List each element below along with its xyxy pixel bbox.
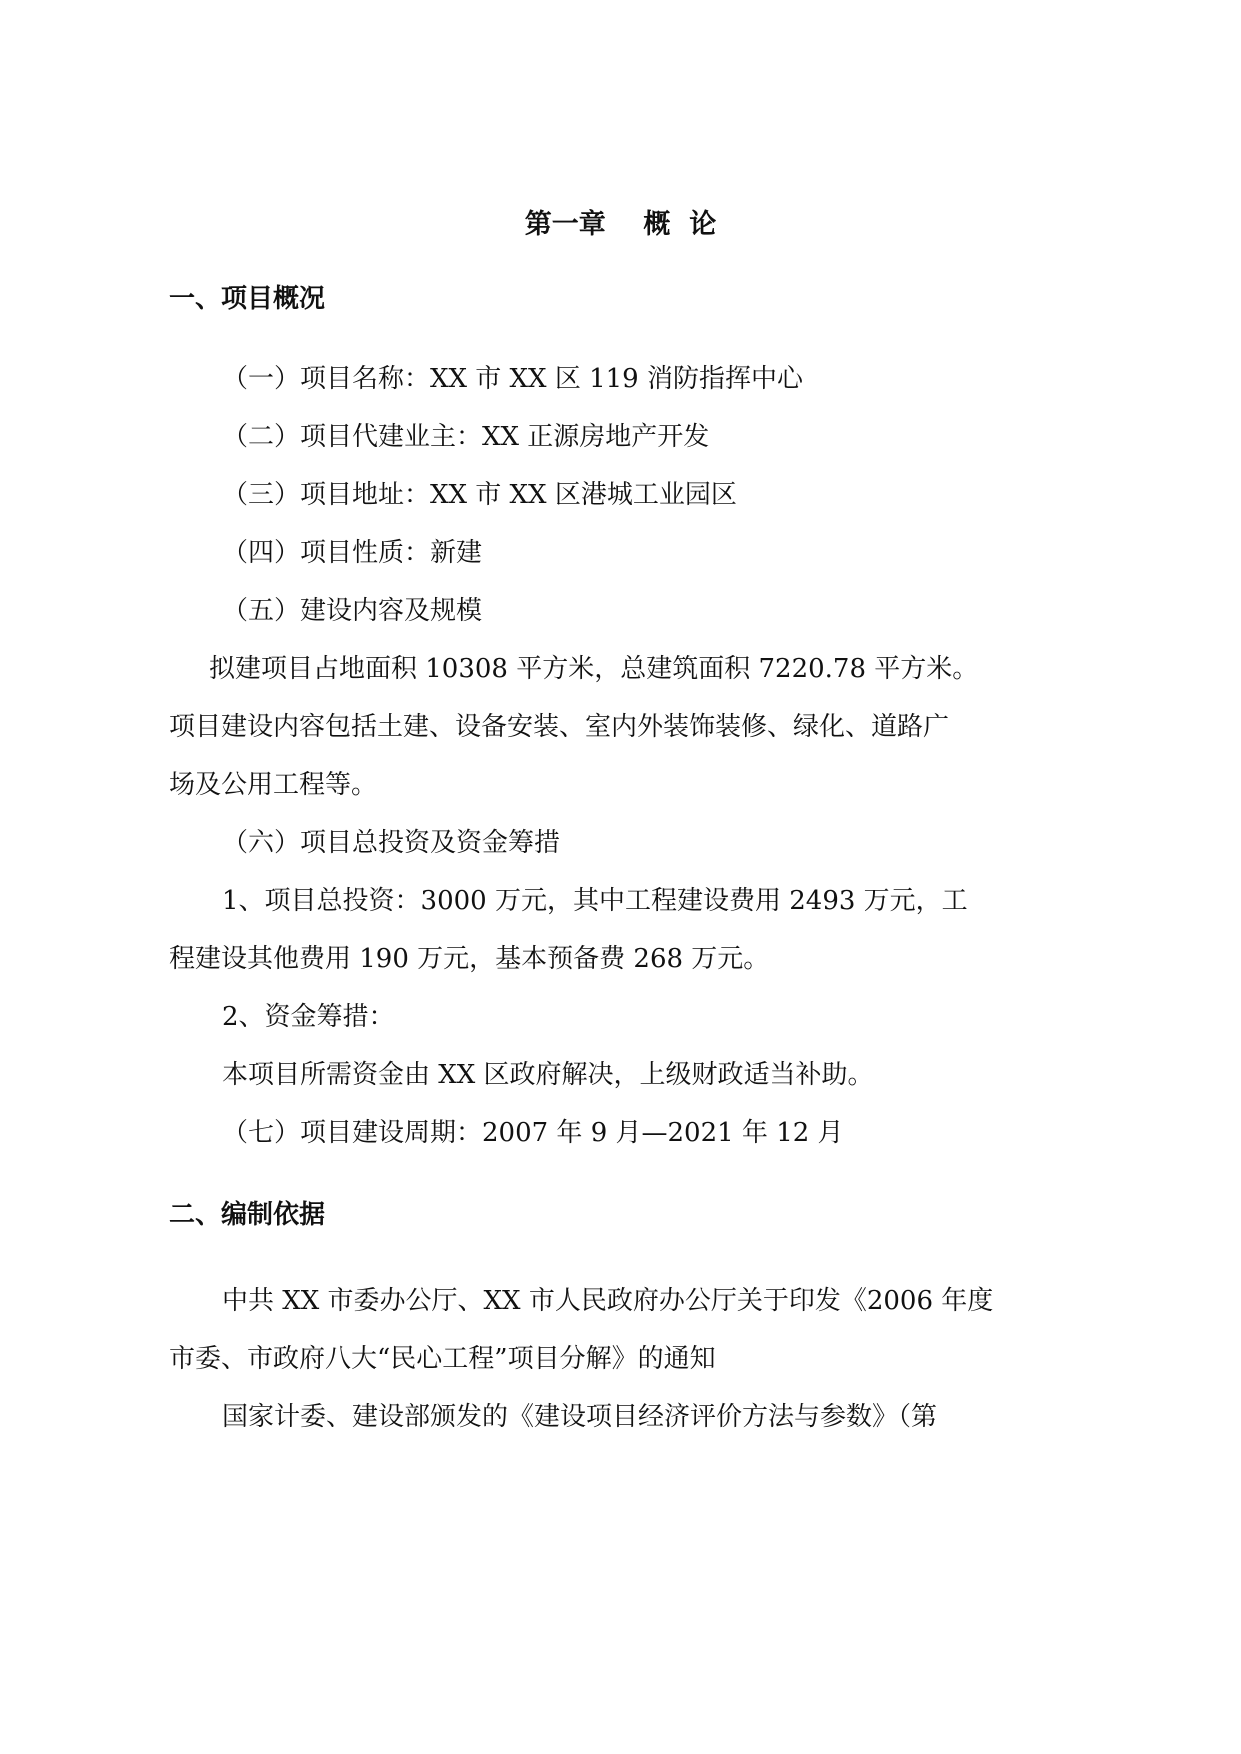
- funding-heading: 2、资金筹措：: [222, 1002, 395, 1032]
- project-address-item: （三）项目地址：XX 市 XX 区港城工业园区: [222, 480, 737, 510]
- basis-paragraph-line: 市委、市政府八大“民心工程”项目分解》的通知: [169, 1344, 716, 1374]
- scale-paragraph-line: 场及公用工程等。: [169, 770, 378, 800]
- investment-heading: （六）项目总投资及资金筹措: [222, 828, 561, 858]
- construction-period: （七）项目建设周期：2007 年 9 月—2021 年 12 月: [222, 1118, 844, 1148]
- investment-line: 程建设其他费用 190 万元，基本预备费 268 万元。: [169, 944, 770, 974]
- project-name-item: （一）项目名称：XX 市 XX 区 119 消防指挥中心: [222, 364, 803, 394]
- investment-line: 1、项目总投资：3000 万元，其中工程建设费用 2493 万元，工: [222, 886, 968, 916]
- construction-scope-item: （五）建设内容及规模: [222, 596, 483, 626]
- basis-paragraph-line: 中共 XX 市委办公厅、XX 市人民政府办公厅关于印发《2006 年度: [222, 1286, 994, 1316]
- basis-paragraph-line: 国家计委、建设部颁发的《建设项目经济评价方法与参数》（第: [222, 1402, 938, 1432]
- section-heading-project-overview: 一、项目概况: [169, 284, 326, 314]
- chapter-title: 第一章 概 论: [524, 209, 717, 240]
- project-owner-item: （二）项目代建业主：XX 正源房地产开发: [222, 422, 710, 452]
- scale-paragraph-line: 项目建设内容包括土建、设备安装、室内外装饰装修、绿化、道路广: [169, 712, 950, 742]
- project-nature-item: （四）项目性质：新建: [222, 538, 483, 568]
- scale-paragraph-line: 拟建项目占地面积 10308 平方米，总建筑面积 7220.78 平方米。: [209, 654, 979, 684]
- section-heading-basis: 二、编制依据: [169, 1200, 326, 1230]
- funding-text: 本项目所需资金由 XX 区政府解决，上级财政适当补助。: [222, 1060, 874, 1090]
